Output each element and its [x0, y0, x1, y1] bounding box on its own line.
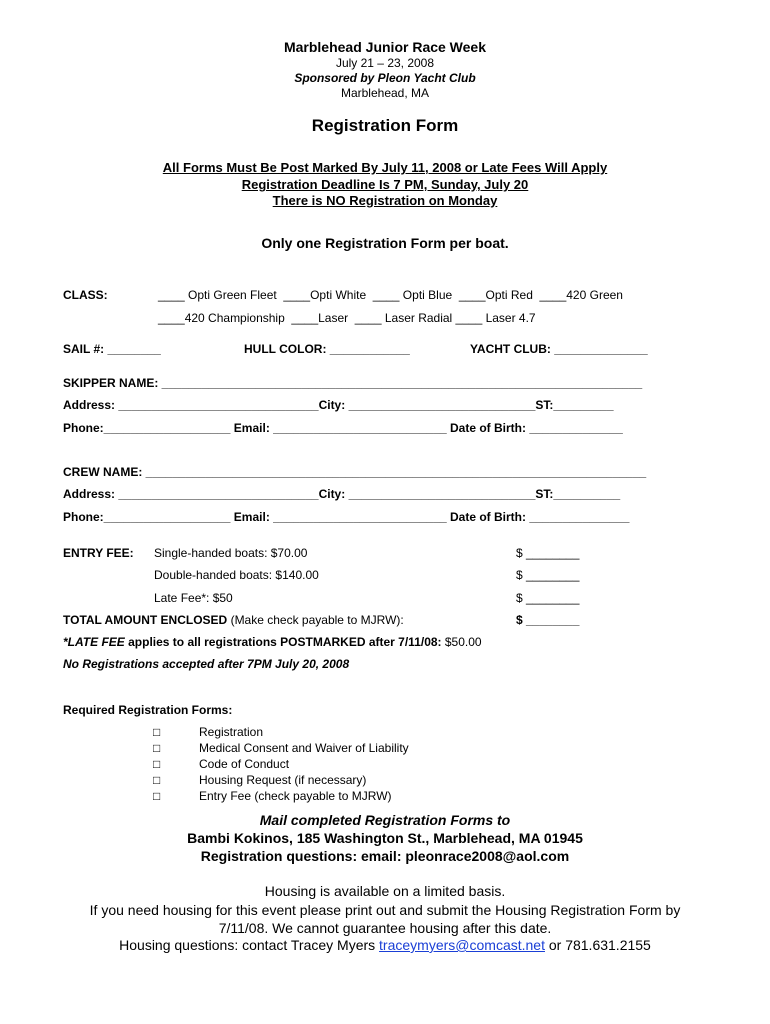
class-label: CLASS: — [63, 288, 108, 302]
event-title: Marblehead Junior Race Week — [283, 39, 487, 55]
yacht-club-field[interactable]: YACHT CLUB: ______________ — [470, 342, 648, 356]
class-options-row-1[interactable]: ____ Opti Green Fleet ____Opti White ____ Opti Blue ____Opti Red ____420 Green — [158, 288, 623, 302]
skipper-name-field[interactable]: SKIPPER NAME: ________________________________________________________________________ — [63, 376, 643, 390]
registration-contact: Registration questions: email: pleonrace2008@aol.com — [200, 848, 570, 864]
one-form-note: Only one Registration Form per boat. — [261, 235, 509, 251]
postmark-notice: All Forms Must Be Post Marked By July 11, 2008 or Late Fees Will Apply — [162, 160, 608, 175]
required-item-medical-consent: Medical Consent and Waiver of Liability — [199, 741, 409, 755]
total-amount-note: (Make check payable to MJRW): — [227, 613, 404, 627]
event-location: Marblehead, MA — [340, 86, 430, 100]
crew-phone-email-dob-field[interactable]: Phone:___________________ Email: __________________________ Date of Birth: _______________ — [63, 510, 630, 524]
housing-contact-prefix: Housing questions: contact Tracey Myers — [119, 937, 380, 953]
housing-availability: Housing is available on a limited basis. — [264, 883, 506, 899]
checkbox-housing-request[interactable]: □ — [153, 773, 161, 787]
fee-single-amount-field[interactable]: $ ________ — [516, 546, 580, 560]
mail-address: Bambi Kokinos, 185 Washington St., Marblehead, MA 01945 — [187, 830, 583, 846]
fee-double-amount-field[interactable]: $ ________ — [516, 568, 580, 582]
total-amount-label: TOTAL AMOUNT ENCLOSED — [63, 613, 228, 627]
required-forms-label: Required Registration Forms: — [63, 703, 233, 717]
fee-double-handed: Double-handed boats: $140.00 — [154, 568, 319, 582]
form-title: Registration Form — [311, 116, 459, 135]
sail-number-field[interactable]: SAIL #: ________ — [63, 342, 161, 356]
housing-deadline: 7/11/08. We cannot guarantee housing after this date. — [218, 920, 552, 936]
housing-contact — [0, 937, 770, 953]
event-sponsor: Sponsored by Pleon Yacht Club — [294, 71, 476, 85]
checkbox-entry-fee[interactable]: □ — [153, 789, 161, 803]
event-dates: July 21 – 23, 2008 — [335, 56, 435, 70]
required-item-housing-request: Housing Request (if necessary) — [199, 773, 367, 787]
entry-fee-label: ENTRY FEE: — [63, 546, 134, 560]
fee-single-handed: Single-handed boats: $70.00 — [154, 546, 308, 560]
fee-late: Late Fee*: $50 — [154, 591, 233, 605]
required-item-entry-fee: Entry Fee (check payable to MJRW) — [199, 789, 392, 803]
checkbox-registration[interactable]: □ — [153, 725, 161, 739]
late-fee-amount: $50.00 — [441, 635, 482, 649]
crew-address-field[interactable]: Address: ______________________________City: ____________________________ST:__________ — [63, 487, 621, 501]
crew-name-field[interactable]: CREW NAME: ___________________________________________________________________________ — [63, 465, 647, 479]
housing-email-link[interactable]: traceymyers@comcast.net — [379, 937, 545, 953]
class-options-row-2[interactable]: ____420 Championship ____Laser ____ Laser Radial ____ Laser 4.7 — [158, 311, 536, 325]
late-fee-prefix: *LATE FEE — [63, 635, 125, 649]
required-item-code-of-conduct: Code of Conduct — [199, 757, 290, 771]
housing-instructions: If you need housing for this event please print out and submit the Housing Registration Form by — [89, 902, 681, 918]
mail-to-heading: Mail completed Registration Forms to — [259, 812, 511, 828]
late-fee-note — [63, 635, 482, 649]
fee-late-amount-field[interactable]: $ ________ — [516, 591, 580, 605]
hull-color-field[interactable]: HULL COLOR: ____________ — [244, 342, 410, 356]
checkbox-medical-consent[interactable]: □ — [153, 741, 161, 755]
skipper-address-field[interactable]: Address: ______________________________City: ____________________________ST:_________ — [63, 398, 614, 412]
required-item-registration: Registration — [199, 725, 264, 739]
checkbox-code-of-conduct[interactable]: □ — [153, 757, 161, 771]
total-amount-line — [63, 613, 404, 627]
total-amount-field[interactable]: $ ________ — [516, 613, 580, 627]
monday-notice: There is NO Registration on Monday — [272, 193, 498, 208]
late-fee-text: applies to all registrations POSTMARKED after 7/11/08: — [124, 635, 442, 649]
no-registration-note: No Registrations accepted after 7PM July 20, 2008 — [63, 657, 350, 671]
skipper-phone-email-dob-field[interactable]: Phone:___________________ Email: __________________________ Date of Birth: ______________ — [63, 421, 623, 435]
deadline-notice: Registration Deadline Is 7 PM, Sunday, July 20 — [241, 177, 529, 192]
housing-contact-phone: or 781.631.2155 — [544, 937, 651, 953]
